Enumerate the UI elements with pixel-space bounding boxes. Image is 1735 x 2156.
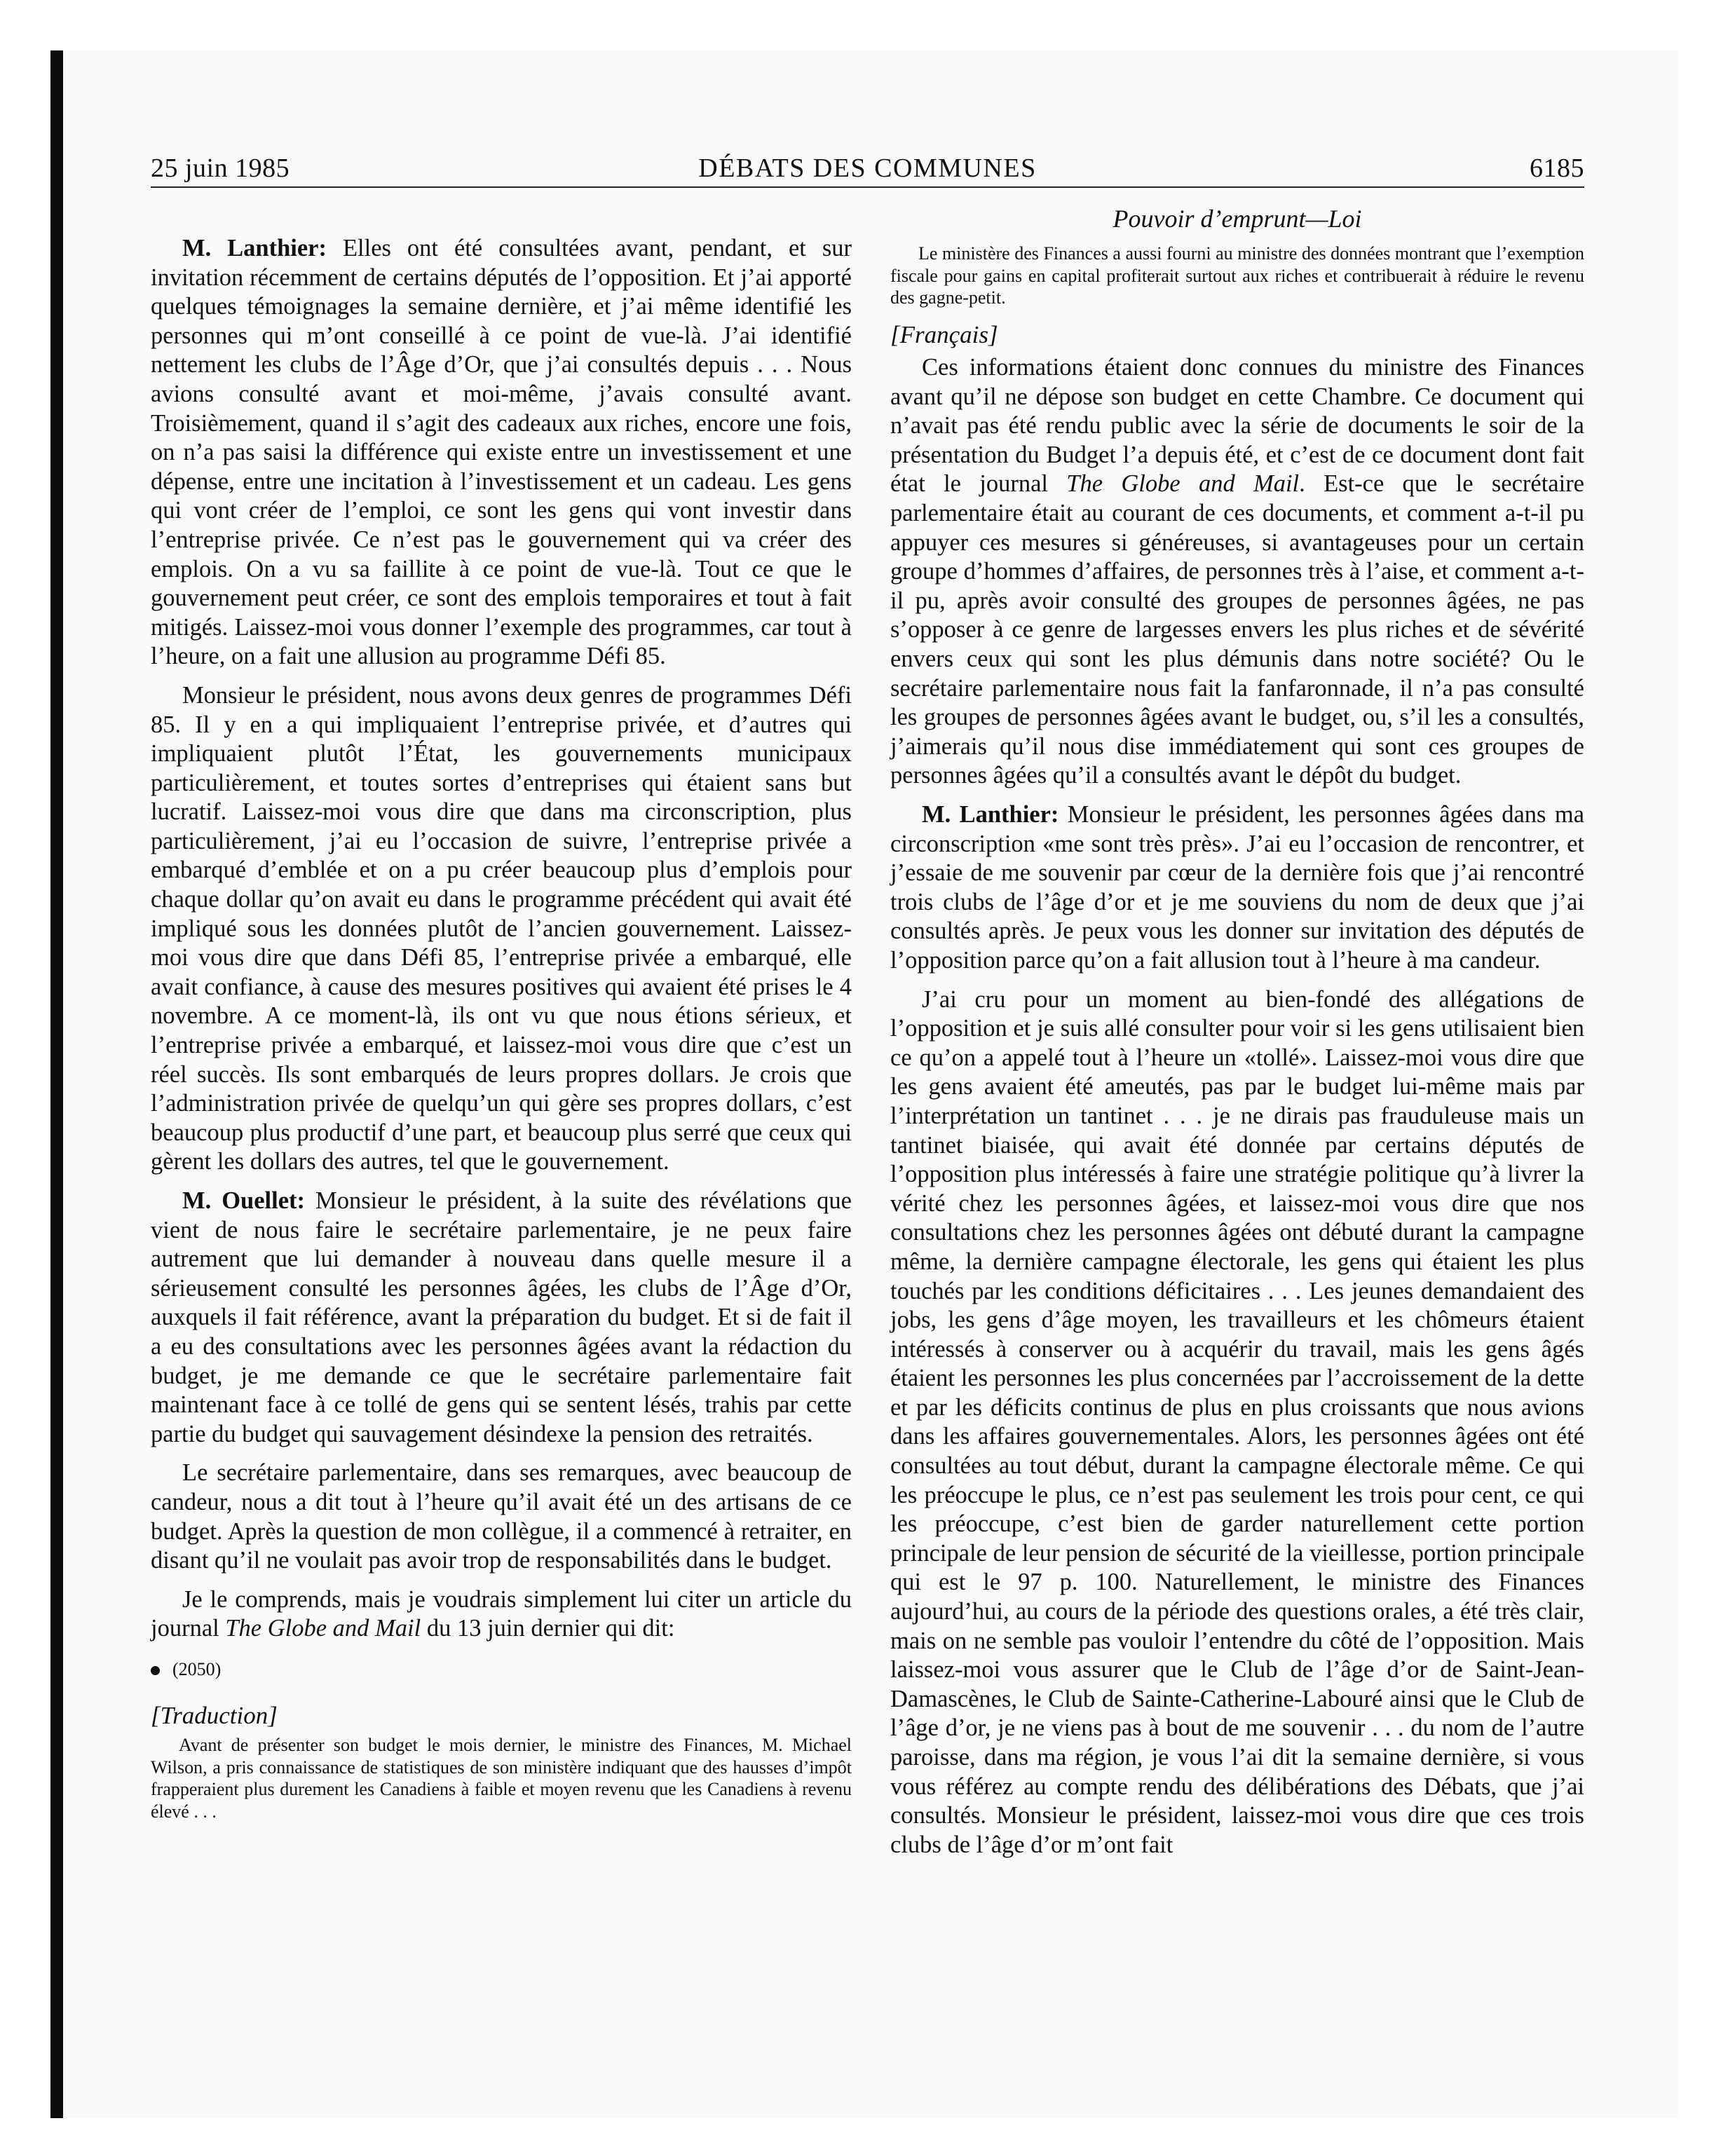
paragraph: Le secrétaire parlementaire, dans ses remarques, avec beaucoup de candeur, nous a dit tout à l’heure qu’il avait été un des artisans de ce budget. Après la question de mon collègue, il a commencé à retraiter, en disant qu’il ne voulait pas avoir trop de responsabilités dans le budget.: [151, 1459, 852, 1574]
time-marker: [151, 1655, 852, 1684]
paragraph-text: Je le comprends, mais je voudrais simplement lui citer un article du journal: [151, 1585, 852, 1642]
paragraph: [890, 353, 1584, 791]
newspaper-title: The Globe and Mail: [225, 1615, 421, 1642]
bullet-icon: [151, 1666, 160, 1675]
paragraph-text: Elles ont été consultées avant, pendant, et sur invitation récemment de certains députés de l’opposition. Et j’ai apporté quelques témoignages la semaine dernière, et j’ai même identifié les personnes qui m’ont conseillé à ce point de vue-là. J’ai identifié nettement les clubs de l’Âge d’Or, que j’ai consultés depuis . . . Nous avions consulté avant et moi-même, j’avais consulté avant. Troisièmement, quand il s’agit des cadeaux aux riches, encore une fois, on n’a pas saisi la différence qui existe entre un investissement et une dépense, entre une incitation à l’investissement et un cadeau. Les gens qui vont créer de l’emploi, ce sont les gens qui vont investir dans l’entreprise privée. Ce n’est pas le gouvernement qui va créer des emplois. On a vu sa faillite à ce point de vue-là. Tout ce que le gouvernement peut créer, ce sont des emplois temporaires et tout à fait mitigés. Laissez-moi vous donner l’exemple des programmes, car tout à l’heure, on a fait une allusion au programme Défi 85.: [151, 235, 852, 670]
speaker-name: M. Ouellet:: [182, 1187, 306, 1214]
paragraph-text: du 13 juin dernier qui dit:: [421, 1615, 675, 1642]
time-marker-text: (2050): [172, 1658, 222, 1679]
language-tag: [Français]: [890, 320, 998, 348]
speaker-name: M. Lanthier:: [922, 801, 1059, 828]
paragraph: [151, 1585, 852, 1644]
paragraph: Monsieur le président, nous avons deux genres de programmes Défi 85. Il y en a qui impliquaient l’entreprise privée, et d’autres qui impliquaient plutôt l’État, les gouvernements municipaux particulièrement, et toutes sortes d’entreprises qui étaient sans but lucratif. Laissez-moi vous dire que dans ma circonscription, plus particulièrement, j’ai eu l’occasion de suivre, l’entreprise privée a embarqué d’emblée et on a pu créer beaucoup plus d’emplois pour chaque dollar qu’on avait eu dans le programme précédent qui avait été impliqué sous les données plutôt de l’ancien gouvernement. Laissez-moi vous dire que dans Défi 85, l’entreprise privée a embarqué, elle avait confiance, à cause des mesures positives qui avaient été prises le 4 novembre. A ce moment-là, ils ont vu que nous étions sérieux, et l’entreprise privée a embarqué, et laissez-moi vous dire que c’est un réel succès. Ils sont embarqués de leurs propres dollars. Je crois que l’administration privée de quelqu’un qui gère ses propres dollars, c’est beaucoup plus productif d’une part, et beaucoup plus serré que ceux qui gèrent les dollars des autres, tel que le gouvernement.: [151, 681, 852, 1175]
paragraph-text: Monsieur le président, les personnes âgées dans ma circonscription «me sont très près». J’ai eu l’occasion de rencontrer, et j’essaie de me souvenir par cœur de la dernière fois que j’ai rencontré trois clubs de l’âge d’or et je me souviens du nom de deux que j’ai consultés après. Je peux vous les donner sur invitation des députés de l’opposition parce qu’on a fait allusion tout à l’heure à ma candeur.: [890, 801, 1585, 974]
paragraph-text: . Est-ce que le secrétaire parlementaire était au courant de ces documents, et comment a-t-il pu appuyer ces mesures si généreuses, si avantageuses pour un certain groupe d’hommes d’affaires, de personnes très à l’aise, et comment a-t-il pu, après avoir consulté des groupes de personnes âgées, ne pas s’opposer à ce genre de largesses envers les plus riches et de sévérité envers ceux qui sont les plus démunis dans notre société? Ou le secrétaire parlementaire nous fait la fanfaronnade, il n’a pas consulté les groupes de personnes âgées avant le budget, ou, s’il les a consultés, j’aimerais qu’il nous dise immédiatement qui sont ces groupes de personnes âgées qu’il a consultés avant le dépôt du budget.: [890, 470, 1584, 789]
running-head: Pouvoir d’emprunt—Loi: [1113, 205, 1362, 233]
header-page-number: 6185: [1530, 153, 1584, 183]
quotation: Avant de présenter son budget le mois dernier, le ministre des Finances, M. Michael Wilson, a pris connaissance de statistiques de son ministère indiquant que des hausses d’impôt frapperaient plus durement les Canadiens à faible et moyen revenu que les Canadiens à revenu élevé . . .: [151, 1735, 852, 1822]
page-header: [151, 153, 1584, 195]
speaker-name: M. Lanthier:: [182, 235, 327, 261]
paragraph: [890, 800, 1584, 976]
paragraph-text: Monsieur le président, à la suite des révélations que vient de nous faire le secrétaire parlementaire, je ne peux faire autrement que lui demander à nouveau dans quelle mesure il a sérieusement consulté les personnes âgées, les clubs de l’Âge d’Or, auxquels il fait référence, avant la préparation du budget. Et si de fait il a eu des consultations avec les personnes âgées avant la rédaction du budget, je me demande ce que le secrétaire parlementaire fait maintenant face à ce tollé de gens qui se sentent lésés, trahis par cette partie du budget qui sauvagement désindexe la pension des retraités.: [151, 1187, 852, 1447]
quotation: Le ministère des Finances a aussi fourni au ministre des données montrant que l’exemption fiscale pour gains en capital profiterait surtout aux riches et contribuerait à réduire le revenu des gagne-petit.: [890, 243, 1584, 308]
header-date: 25 juin 1985: [151, 153, 290, 183]
newspaper-title: The Globe and Mail: [1066, 470, 1300, 498]
paragraph: J’ai cru pour un moment au bien-fondé des allégations de l’opposition et je suis allé consulter pour voir si les gens utilisaient bien ce qu’on a appelé tout à l’heure un «tollé». Laissez-moi vous dire que les gens avaient été ameutés, pas par le budget lui-même mais par l’interprétation un tantinet . . . je ne dirais pas frauduleuse mais un tantinet biaisée, qui avait été donnée par certains députés de l’opposition plus intéressés à faire une stratégie politique qu’à livrer la vérité chez les personnes âgées, et laissez-moi vous dire que nos consultations chez les personnes âgées ont débuté durant la campagne même, la dernière campagne électorale, les gens qui étaient les plus touchés par les conditions déficitaires . . . Les jeunes demandaient des jobs, les gens d’âge moyen, les travailleurs et les chômeurs étaient intéressés à conserver ou à acquérir du travail, mais les gens âgés étaient les personnes les plus concernées par l’accroissement de la dette et par les déficits continus de plus en plus croissants que nous avions dans les affaires gouvernementales. Alors, les personnes âgées ont été consultées au tout début, durant la campagne électorale même. Ce qui les préoccupe le plus, ce n’est pas seulement les trois pour cent, ce qui les préoccupe, c’est bien de garder naturellement cette portion principale de leur pension de sécurité de la vieillesse, portion principale qui est le 97 p. 100. Naturellement, le ministre des Finances aujourd’hui, au cours de la période des questions orales, a été très clair, mais on ne semble pas vouloir l’entendre du côté de l’opposition. Mais laissez-moi vous assurer que le Club de l’âge d’or de Saint-Jean-Damascènes, le Club de Sainte-Catherine-Labouré ainsi que le Club de l’âge d’or, je ne viens pas à bout de me souvenir . . . du nom de l’autre paroisse, dans ma région, je vous l’ai dit la semaine dernière, si vous vous référez au compte rendu des délibérations des Débats, que j’ai consultés. Monsieur le président, laissez-moi vous dire que ces trois clubs de l’âge d’or m’ont fait: [890, 985, 1584, 1858]
paragraph-text: Ces informations étaient donc connues du ministre des Finances avant qu’il ne dépose son budget en cette Chambre. Ce document qui n’avait pas été rendu public avec la série de documents le soir de la présentation du Budget l’a depuis été, et c’est de ce document dont fait état le journal: [890, 354, 1584, 498]
paragraph: [151, 1187, 852, 1449]
header-title: DÉBATS DES COMMUNES: [698, 153, 1037, 183]
right-column: [890, 203, 1584, 1860]
translation-tag: [Traduction]: [151, 1701, 278, 1729]
scan-binding-edge: [50, 50, 63, 2118]
paragraph: [151, 234, 852, 671]
left-column: [151, 234, 852, 1822]
scan-margin: [0, 0, 50, 2156]
header-rule: [151, 186, 1584, 188]
